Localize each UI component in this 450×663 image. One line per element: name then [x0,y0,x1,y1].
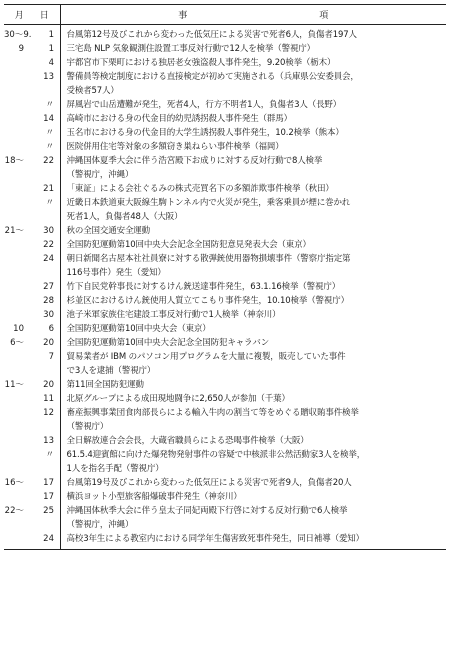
date-cell [4,182,60,196]
table-row [4,490,446,504]
day-text: 20 [43,380,54,390]
table-row [4,42,446,56]
date-cell [4,196,60,224]
header-day-char: 日 [39,11,49,21]
event-text-line: 台風第12号及びこれから変わった低気圧による災害で死者6人，負傷者197人 [66,30,357,40]
date-cell [4,224,60,238]
event-cell [60,182,446,196]
table-row [4,196,446,224]
event-cell [60,490,446,504]
table-row [4,504,446,532]
date-cell [4,350,60,378]
table-row [4,112,446,126]
day-text: 〃 [45,450,54,460]
table-row [4,336,446,350]
table-row [4,238,446,252]
day-text: 6 [48,324,54,334]
event-text-line: 受検者57人） [66,86,119,96]
day-text: 17 [43,478,54,488]
date-cell [4,70,60,98]
event-cell [60,252,446,280]
table-row [4,322,446,336]
event-text-line: 「東証」による会社ぐるみの株式売買名下の多額詐欺事件検挙（秋田） [66,184,334,194]
event-cell [60,322,446,336]
event-cell [60,392,446,406]
day-text: 4 [48,58,54,68]
event-text-line: 全国防犯運動第10回中央大会記念全国防犯キャラバン [66,338,270,348]
header-matters-char-1: 事 [178,11,188,21]
event-text-line: 全国防犯運動第10回中央大会（東京） [66,324,211,334]
date-cell [4,476,60,490]
event-text-line: 沖縄国体秋季大会に伴う皇太子同妃両殿下行啓に対する反対行動で6人検挙 [66,506,348,516]
event-cell [60,238,446,252]
event-text-line: 高崎市における身の代金目的幼児誘拐殺人事件発生（群馬） [66,114,292,124]
event-text-line: で3人を逮捕（警視庁） [66,366,156,376]
date-cell [4,336,60,350]
day-text: 25 [43,506,54,516]
table-row [4,532,446,550]
month-text: 22～ [4,506,24,516]
day-text: 13 [43,72,54,82]
event-cell [60,112,446,126]
table-row [4,126,446,140]
day-text: 24 [43,534,54,544]
event-cell [60,56,446,70]
table-row [4,70,446,98]
date-cell [4,252,60,280]
date-cell [4,322,60,336]
date-cell [4,56,60,70]
event-text-line: 竹下自民党幹事長に対するけん銃送達事件発生，63.1.16検挙（警視庁） [66,282,341,292]
event-cell [60,350,446,378]
date-cell [4,280,60,294]
event-text-line: 台風第19号及びこれから変わった低気圧による災害で死者9人，負傷者20人 [66,478,352,488]
date-cell [4,308,60,322]
date-cell [4,294,60,308]
date-cell [4,504,60,532]
event-cell [60,25,446,43]
table-row [4,98,446,112]
header-date [4,5,60,25]
event-cell [60,336,446,350]
day-text: 13 [43,436,54,446]
header-month-char: 月 [14,11,24,21]
event-text-line: 横浜ヨット小型旅客船爆破事件発生（神奈川） [66,492,242,502]
event-text-line: 警備員等検定制度における直接検定が初めて実施される（兵庫県公安委員会， [66,72,359,82]
event-text-line: 秋の全国交通安全運動 [66,226,151,236]
date-cell [4,406,60,434]
event-cell [60,280,446,294]
event-text-line: 貿易業者が IBM のパソコン用プログラムを大量に複製，販売していた事件 [66,352,346,362]
table-row [4,280,446,294]
event-cell [60,154,446,182]
event-cell [60,224,446,238]
date-cell [4,98,60,112]
month-text: 18～ [4,156,24,166]
event-text-line: 61.5.4迎賓館に向けた爆発物発射事件の容疑で中核派非公然活動家3人を検挙， [66,450,366,460]
day-text: 30 [43,226,54,236]
month-text: 6～ [10,338,24,348]
event-text-line: 杉並区におけるけん銃使用人質立てこもり事件発生，10.10検挙（警視庁） [66,296,349,306]
table-row [4,308,446,322]
event-cell [60,42,446,56]
month-text: 16～ [4,478,24,488]
day-text: 〃 [45,100,54,110]
chronology-table [4,4,446,550]
event-text-line: 全国防犯運動第10回中央大会記念全国防犯意見発表大会（東京） [66,240,311,250]
event-cell [60,448,446,476]
month-text: 11～ [4,380,24,390]
table-row [4,224,446,238]
table-row [4,25,446,43]
day-text: 〃 [45,142,54,152]
day-text: 24 [43,254,54,264]
event-text-line: 医院併用住宅等対象の多額窃き巣ねらい事件検挙（福岡） [66,142,284,152]
table-row [4,252,446,280]
table-row [4,56,446,70]
day-text: 21 [43,184,54,194]
table-row [4,140,446,154]
event-text-line: （警視庁） [66,422,109,432]
month-text: 21～ [4,226,24,236]
day-text: 7 [48,352,54,362]
table-row [4,392,446,406]
event-text-line: 第11回全国防犯運動 [66,380,144,390]
document-page [4,4,446,654]
month-text: 9 [18,44,24,54]
event-cell [60,532,446,550]
date-cell [4,140,60,154]
event-cell [60,378,446,392]
event-cell [60,406,446,434]
table-row [4,182,446,196]
event-text-line: 沖縄国体夏季大会に伴う浩宮殿下お成りに対する反対行動で8人検挙 [66,156,323,166]
date-cell [4,448,60,476]
table-row [4,378,446,392]
table-row [4,350,446,378]
table-row [4,434,446,448]
event-text-line: 近畿日本鉄道東大阪線生駒トンネル内で火災が発生，乗客乗員が煙に巻かれ [66,198,351,208]
date-cell [4,434,60,448]
event-text-line: 朝日新聞名古屋本社社員寮に対する散弾銃使用器物損壊事件（警察庁指定第 [66,254,351,264]
date-cell [4,25,60,43]
event-cell [60,308,446,322]
day-text: 22 [43,240,54,250]
event-text-line: 宇都宮市下栗町における独居老女強盗殺人事件発生，9.20検挙（栃木） [66,58,336,68]
event-text-line: 池子米軍家族住宅建設工事反対行動で1人検挙（神奈川） [66,310,281,320]
event-cell [60,140,446,154]
header-matters [60,5,446,25]
date-cell [4,490,60,504]
event-text-line: 1人を指名手配（警視庁） [66,464,164,474]
event-text-line: 北原グループによる成田現地闘争に2,650人が参加（千葉） [66,394,290,404]
day-text: 17 [43,492,54,502]
date-cell [4,154,60,182]
event-text-line: 玉名市における身の代金目的大学生誘拐殺人事件発生，10.2検挙（熊本） [66,128,344,138]
day-text: 1 [48,30,54,40]
date-cell [4,378,60,392]
day-text: 11 [43,394,54,404]
day-text: 1 [48,44,54,54]
event-cell [60,434,446,448]
day-text: 30 [43,310,54,320]
month-text: 10 [13,324,24,334]
header-matters-char-2: 項 [319,11,329,21]
event-text-line: 畜産振興事業団食肉部長らによる輸入牛肉の割当て等をめぐる贈収賄事件検挙 [66,408,359,418]
date-cell [4,42,60,56]
date-cell [4,238,60,252]
day-text: 〃 [45,128,54,138]
day-text: 12 [43,408,54,418]
event-text-line: 全日解放連合会会長，大蔵省職員らによる恐喝事件検挙（大阪） [66,436,309,446]
event-text-line: （警視庁，沖縄） [66,170,134,180]
event-text-line: 死者1人，負傷者48人（大阪） [66,212,183,222]
table-row [4,154,446,182]
day-text: 14 [43,114,54,124]
event-cell [60,70,446,98]
event-cell [60,294,446,308]
day-text: 22 [43,156,54,166]
table-body [4,25,446,550]
day-text: 27 [43,282,54,292]
table-header [4,5,446,25]
event-cell [60,126,446,140]
date-cell [4,392,60,406]
day-text: 20 [43,338,54,348]
event-text-line: 高校3年生による教室内における同学年生傷害致死事件発生，同日補導（愛知） [66,534,365,544]
event-text-line: 屏風岩で山岳遭難が発生，死者4人，行方不明者1人，負傷者3人（長野） [66,100,342,110]
event-cell [60,196,446,224]
date-cell [4,532,60,550]
event-cell [60,476,446,490]
month-text: 30～9. [4,30,32,40]
table-row [4,476,446,490]
event-text-line: 三宅島 NLP 気象観測住設置工事反対行動で12人を検挙（警視庁） [66,44,315,54]
event-text-line: 116号事件）発生（愛知） [66,268,166,278]
table-row [4,406,446,434]
day-text: 〃 [45,198,54,208]
date-cell [4,112,60,126]
table-row [4,294,446,308]
table-row [4,448,446,476]
date-cell [4,126,60,140]
event-cell [60,98,446,112]
day-text: 28 [43,296,54,306]
event-text-line: （警視庁，沖縄） [66,520,134,530]
event-cell [60,504,446,532]
